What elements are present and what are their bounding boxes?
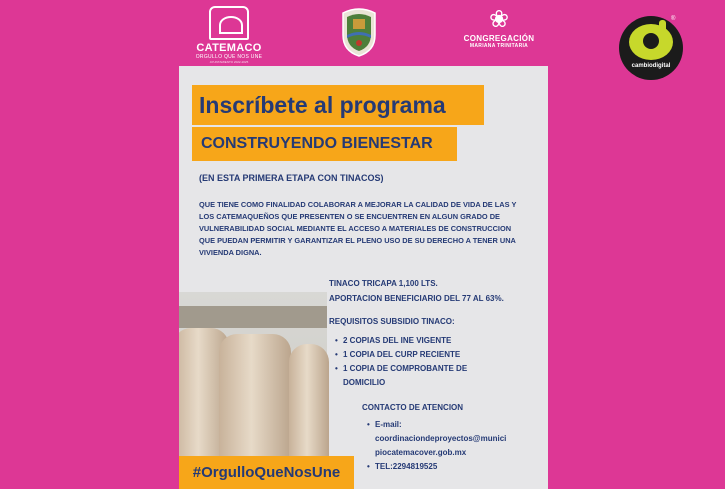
stage-subtitle: (EN ESTA PRIMERA ETAPA CON TINACOS) xyxy=(199,173,384,183)
flower-icon: ❀ xyxy=(488,6,510,33)
email-label: E-mail: xyxy=(375,420,402,429)
congregacion-name: CONGREGACIÓN xyxy=(463,34,535,43)
program-description: QUE TIENE COMO FINALIDAD COLABORAR A MEJORAR LA CALIDAD DE VIDA DE LAS Y LOS CATEMAQUEÑOS QUE PRESENTEN O SE ENCUENTREN EN ALGUN GRADO DE VULNERABILIDAD SOCIAL MEDIANTE EL ACCESO A MATERIALES DE CONSTRUCCION QUE PUEDAN PERMITIR Y GARANTIZAR EL PLENO USO DE SU DERECHO A TENER UNA VIVIENDA DIGNA. xyxy=(199,200,517,257)
catemaco-tagline: ORGULLO QUE NOS UNE xyxy=(195,54,263,60)
contact-phone[interactable]: • TEL:2294819525 xyxy=(369,460,506,474)
requirement-text: 1 COPIA DE COMPROBANTE DE xyxy=(343,364,468,373)
municipal-shield-icon xyxy=(339,5,379,57)
email-line-1: coordinaciondeproyectos@munici xyxy=(375,434,507,443)
registered-mark: ® xyxy=(671,16,676,22)
requirements-list xyxy=(337,334,467,390)
photo-wall xyxy=(179,306,327,328)
contact-title: CONTACTO DE ATENCION xyxy=(362,403,464,412)
catemaco-emblem-icon xyxy=(209,6,249,40)
contact-list xyxy=(369,418,506,474)
contact-email[interactable] xyxy=(369,418,506,460)
d-stem-icon xyxy=(659,20,666,50)
tinaco-capacity: TINACO TRICAPA 1,100 LTS. xyxy=(329,279,438,288)
requirements-title: REQUISITOS SUBSIDIO TINACO: xyxy=(329,317,455,326)
congregacion-logo xyxy=(457,6,541,49)
beneficiary-contribution: APORTACION BENEFICIARIO DEL 77 AL 63%. xyxy=(329,294,504,303)
list-item: • 1 COPIA DEL CURP RECIENTE xyxy=(337,348,467,362)
congregacion-subname: MARIANA TRINITARIA xyxy=(469,43,529,49)
title-banner: Inscríbete al programa xyxy=(192,85,484,125)
tinaco-info xyxy=(329,276,504,306)
list-item xyxy=(337,362,467,390)
catemaco-name: CATEMACO xyxy=(196,42,262,54)
hashtag-banner: #OrgulloQueNosUne xyxy=(179,456,354,489)
program-flyer xyxy=(179,0,548,489)
cambiodigital-logo xyxy=(619,16,683,80)
requirement-text-cont: DOMICILIO xyxy=(343,378,386,387)
catemaco-logo xyxy=(193,6,265,64)
d-letter-icon xyxy=(629,24,673,60)
catemaco-term: AYUNTAMIENTO 2022-2025 xyxy=(209,60,249,64)
list-item: • 2 COPIAS DEL INE VIGENTE xyxy=(337,334,467,348)
cambiodigital-text: cambiodigital xyxy=(631,63,671,69)
program-banner: CONSTRUYENDO BIENESTAR xyxy=(192,127,457,161)
flyer-header xyxy=(179,0,548,66)
email-line-2: piocatemacover.gob.mx xyxy=(375,448,467,457)
